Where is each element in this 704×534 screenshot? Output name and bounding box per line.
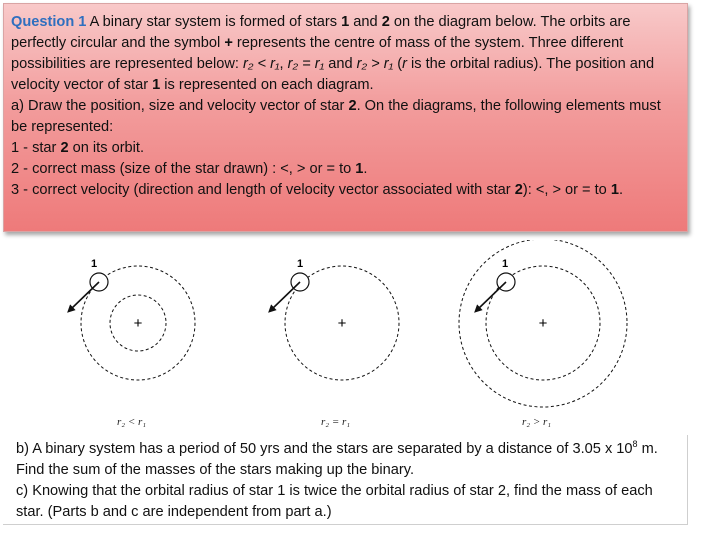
star-1-ref: 1 — [152, 77, 161, 93]
question-box — [3, 3, 688, 232]
part-b-exponent: 8 — [632, 439, 638, 450]
star-2-ref: 2 — [381, 14, 390, 30]
intro-text: is the orbital radius). The position and velocity vector of star — [11, 56, 655, 93]
star-2-ref: 2 — [514, 182, 523, 198]
intro-text: and — [349, 14, 382, 30]
item-text: 1 - star — [11, 140, 61, 156]
star-1-ref: 1 — [355, 161, 364, 177]
part-a — [11, 96, 681, 138]
item-text: ): <, > or = to — [522, 182, 611, 198]
star-1-ref: 1 — [610, 182, 619, 198]
condition-inline: r₂ > r₁ — [356, 56, 394, 72]
question-intro — [11, 12, 681, 96]
center-of-mass-mark: + — [538, 315, 548, 332]
condition-label-2: r₂ = r₁ — [321, 416, 351, 428]
velocity-vector-star-1 — [477, 282, 506, 310]
diagram-r2-eq-r1 — [271, 258, 399, 380]
part-a-text: a) Draw the position, size and velocity vector of star — [11, 98, 349, 114]
star-1-label: 1 — [296, 258, 304, 270]
item-text: on its orbit. — [68, 140, 145, 156]
item-text: 3 - correct velocity (direction and length of velocity vector associated with star — [11, 182, 515, 198]
condition-label-1: r₂ < r₁ — [117, 416, 147, 428]
part-a-text: . On the diagrams, the following elements must be represented: — [11, 98, 661, 135]
diagram-r2-lt-r1 — [70, 258, 195, 380]
orbit-diagrams-svg — [3, 240, 688, 435]
question-label: Question 1 — [11, 14, 87, 30]
parts-b-c — [3, 435, 688, 525]
part-c: c) Knowing that the orbital radius of star 1 is twice the orbital radius of star 2, find the mass of each star. (Parts b and c are independent from part a.) — [16, 483, 653, 520]
star-1-label: 1 — [90, 258, 98, 270]
center-of-mass-mark: + — [133, 315, 143, 332]
part-b — [16, 439, 681, 481]
intro-text: A binary star system is formed of stars — [86, 14, 342, 30]
velocity-vector-star-1 — [271, 282, 300, 310]
item-2 — [11, 159, 681, 180]
center-of-mass-mark: + — [337, 315, 347, 332]
orbit-diagrams — [3, 240, 688, 435]
star-1-ref: 1 — [341, 14, 350, 30]
star-1-label: 1 — [501, 258, 509, 270]
item-text: 2 - correct mass (size of the star drawn) : <, > or = to — [11, 161, 356, 177]
star-2-ref: 2 — [348, 98, 357, 114]
item-text: . — [363, 161, 368, 177]
part-b-text: b) A binary system has a period of 50 yrs and the stars are separated by a distance of 3.05 x 10 — [16, 441, 633, 457]
condition-label-3: r₂ > r₁ — [522, 416, 552, 428]
condition-inline: r₂ < r₁ — [243, 56, 280, 72]
r-symbol: r — [402, 56, 407, 72]
diagram-r2-gt-r1 — [459, 240, 627, 407]
intro-text: ( — [393, 56, 403, 72]
intro-text: is represented on each diagram. — [160, 77, 374, 93]
item-text: . — [618, 182, 624, 198]
star-2-ref: 2 — [60, 140, 69, 156]
part-b-text: m. Find the sum of the masses of the stars making up the binary. — [16, 441, 658, 478]
item-3 — [11, 180, 681, 201]
intro-text: represents the centre of mass of the system. Three different possibilities are represented below: — [11, 35, 624, 72]
intro-text: , — [279, 56, 288, 72]
plus-symbol: + — [224, 35, 233, 51]
intro-text: and — [324, 56, 357, 72]
intro-text: on the diagram below. The orbits are perfectly circular and the symbol — [11, 14, 631, 51]
condition-inline: r₂ = r₁ — [287, 56, 325, 72]
velocity-vector-star-1 — [70, 282, 99, 310]
item-1 — [11, 138, 681, 159]
